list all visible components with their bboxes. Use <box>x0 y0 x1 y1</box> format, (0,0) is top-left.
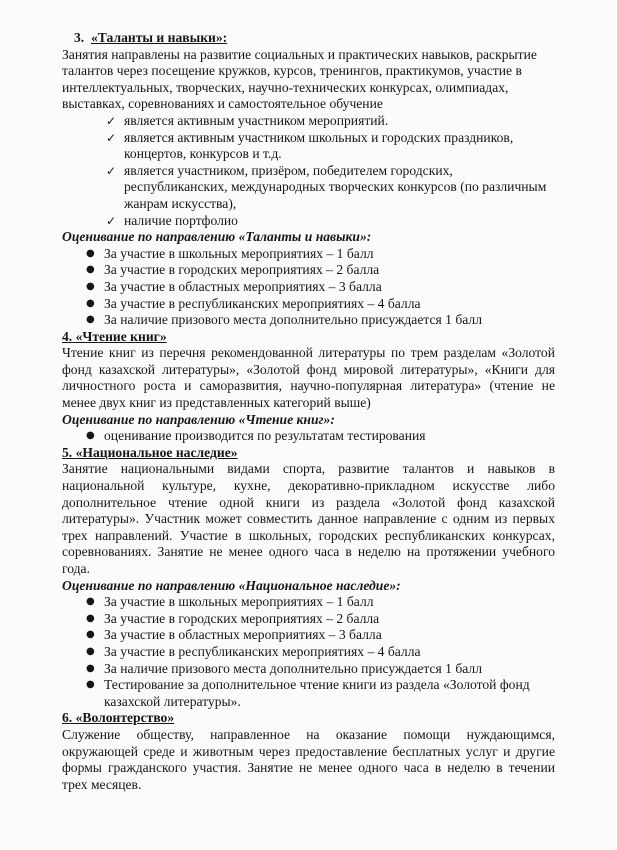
check-item: ✓ является активным участником школьных и городских праздников, концертов, конкурсов и т.д. <box>106 129 514 162</box>
section-5-title: 5. «Национальное наследие» <box>62 444 238 460</box>
checkmark-icon: ✓ <box>106 213 117 228</box>
section-5-body: Занятие национальными видами спорта, развитие талантов и навыков в национальной культуре, кухне, декоративно-прикладном искусстве либо дополнительное чтение одной книги из раздела «Золотой фонд казахской литературы». Участник может совместить данное направление с одним из первых трех направлений. Участие в школьных, городских республиканских конкурсах, соревнованиях. Занятие не менее одного часа в неделю на протяжении учебного года. <box>62 461 555 576</box>
bullet-icon: ● <box>86 264 95 276</box>
list-item: ● Тестирование за дополнительное чтение книги из раздела «Золотой фонд казахской литературы». <box>86 677 530 709</box>
bullet-icon: ● <box>86 297 95 309</box>
section-3-heading <box>62 30 555 47</box>
list-item: ● За участие в городских мероприятиях – 2 балла <box>86 610 380 626</box>
section-3-number: 3. <box>74 30 85 45</box>
check-item: ✓ является участником, призёром, победителем городских, республиканских, международных творческих конкурсов (по различным жанрам искусства), <box>106 162 547 211</box>
bullet-icon: ● <box>86 314 95 326</box>
section-6-title: 6. «Волонтерство» <box>62 710 175 726</box>
list-item: ● За участие в городских мероприятиях – 2 балла <box>86 262 380 278</box>
bullet-icon: ● <box>86 662 95 674</box>
bullet-icon: ● <box>86 645 95 657</box>
section-4-title: 4. «Чтение книг» <box>62 328 167 344</box>
list-item: ● За участие в республиканских мероприятиях – 4 балла <box>86 295 421 311</box>
checkmark-icon: ✓ <box>106 130 117 145</box>
section-3-title: «Таланты и навыки»: <box>91 30 228 45</box>
list-item: ● За участие в областных мероприятиях – 3 балла <box>86 278 382 294</box>
section-6-body: Служение обществу, направленное на оказание помощи нуждающимся, окружающей среде и животным через предоставление бесплатных услуг и другие формы гражданского участия. Занятие не менее одного часа в неделю в течении трех месяцев. <box>62 726 555 792</box>
section-3-body: Занятия направлены на развитие социальных и практических навыков, раскрытие талантов через посещение кружков, курсов, тренингов, практикумов, участие в интеллектуальных, творческих, научно-технических конкурсах, олимпиадах, выставках, соревнованиях и самостоятельное обучение <box>62 46 537 112</box>
bullet-icon: ● <box>86 596 95 608</box>
list-item: ● За участие в школьных мероприятиях – 1 балл <box>86 245 374 261</box>
section-3-eval-title: Оценивание по направлению «Таланты и навыки»: <box>62 229 372 245</box>
section-4-eval-title: Оценивание по направлению «Чтение книг»: <box>62 411 335 427</box>
checkmark-icon: ✓ <box>106 113 117 128</box>
list-item: ● За наличие призового места дополнительно присуждается 1 балл <box>86 660 482 676</box>
list-item: ● За участие в школьных мероприятиях – 1 балл <box>86 594 374 610</box>
bullet-icon: ● <box>86 247 95 259</box>
bullet-icon: ● <box>86 280 95 292</box>
check-item: ✓ является активным участником мероприятий. <box>106 112 389 128</box>
section-4-heading <box>62 329 555 346</box>
bullet-icon: ● <box>86 430 95 442</box>
section-5-eval-title: Оценивание по направлению «Национальное наследие»: <box>62 577 401 593</box>
bullet-icon: ● <box>86 629 95 641</box>
check-item: ✓ наличие портфолио <box>106 212 238 228</box>
section-5-heading <box>62 445 555 462</box>
list-item: ● За наличие призового места дополнительно присуждается 1 балл <box>86 312 482 328</box>
section-6-heading <box>62 710 555 727</box>
list-item: ● оценивание производится по результатам тестирования <box>86 428 426 444</box>
bullet-icon: ● <box>86 679 95 691</box>
list-item: ● За участие в областных мероприятиях – 3 балла <box>86 627 382 643</box>
checkmark-icon: ✓ <box>106 163 117 178</box>
section-5-eval-list <box>62 594 555 710</box>
list-item: ● За участие в республиканских мероприятиях – 4 балла <box>86 643 421 659</box>
section-3-checklist <box>62 113 555 229</box>
section-4-body: Чтение книг из перечня рекомендованной литературы по трем разделам «Золотой фонд казахской литературы», «Золотой фонд мировой литературы», «Книги для личностного роста и саморазвития, научно-популярная литература» (чтение не менее двух книг из представленных категорий выше) <box>62 345 555 411</box>
bullet-icon: ● <box>86 612 95 624</box>
section-3-eval-list <box>62 246 555 329</box>
section-4-eval-list <box>62 428 555 445</box>
